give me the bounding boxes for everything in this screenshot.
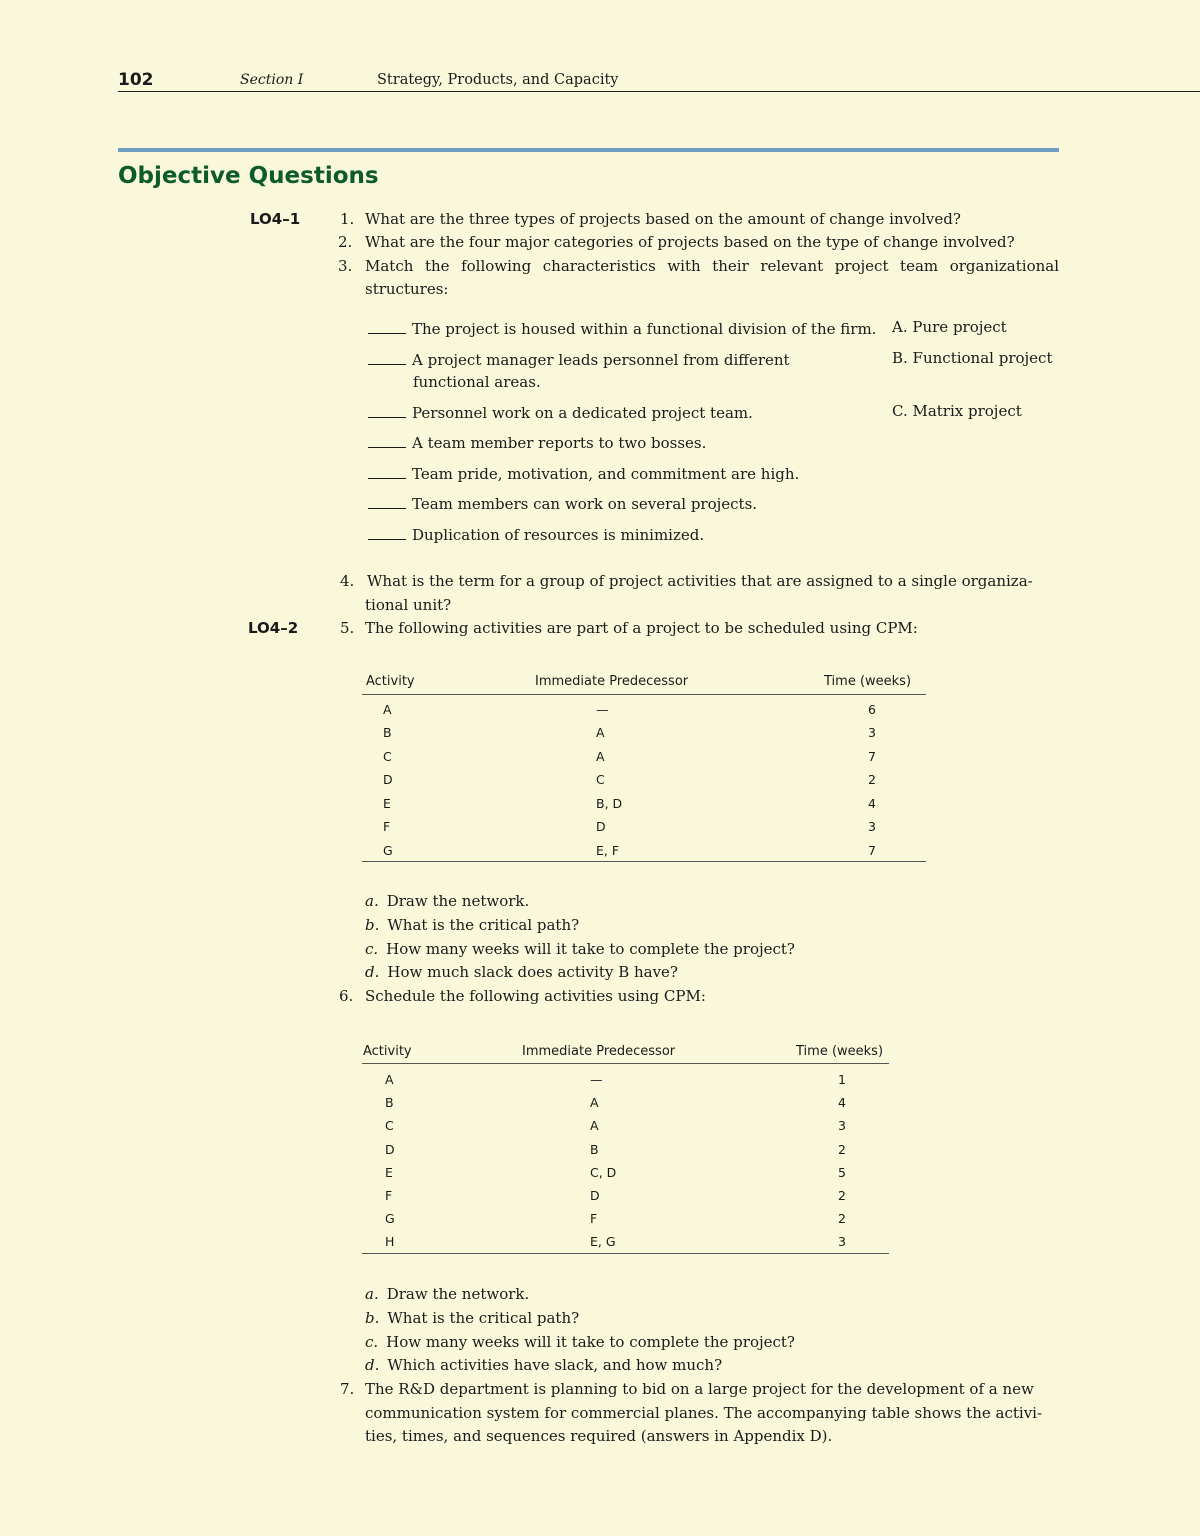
sub-question: b. What is the critical path? [365, 916, 580, 934]
sub-question: d. How much slack does activity B have? [365, 963, 678, 981]
matching-item-continuation: functional areas. [413, 373, 541, 391]
sub-question: c. How many weeks will it take to complete the project? [365, 1333, 795, 1351]
table-row: E C, D 5 [385, 1165, 846, 1180]
section-label: Section I [240, 72, 304, 88]
table-row: H E, G 3 [385, 1234, 846, 1249]
table-row: F D 2 [385, 1188, 846, 1203]
sub-question: d. Which activities have slack, and how much? [365, 1356, 723, 1374]
activity-table [362, 1042, 892, 1258]
column-header: Activity [366, 674, 415, 689]
answer-blank[interactable] [368, 447, 406, 448]
table-row: G E, F 7 [383, 843, 876, 858]
question-text-line: The R&D department is planning to bid on a large project for the development of a new [365, 1380, 1034, 1398]
matching-item: Duplication of resources is minimized. [368, 524, 704, 546]
sub-question: c. How many weeks will it take to complete the project? [365, 940, 795, 958]
answer-blank[interactable] [368, 333, 406, 334]
matching-option: C. Matrix project [892, 402, 1022, 420]
column-header: Activity [363, 1044, 412, 1059]
question-text: What are the three types of projects based on the amount of change involved? [365, 210, 961, 228]
activity-table [362, 672, 928, 864]
column-header: Immediate Predecessor [535, 674, 689, 689]
question-number: 4. [340, 572, 355, 590]
matching-option: B. Functional project [892, 349, 1053, 367]
matching-item: A project manager leads personnel from different [368, 349, 790, 371]
question-number: 3. [338, 257, 353, 275]
matching-item: Team pride, motivation, and commitment are high. [368, 463, 799, 485]
section-heading: Objective Questions [118, 163, 379, 189]
sub-question: a. Draw the network. [365, 892, 530, 910]
header-rule [362, 694, 926, 695]
sub-question: b. What is the critical path? [365, 1309, 580, 1327]
table-row: C A 3 [385, 1118, 846, 1133]
question-text: The following activities are part of a project to be scheduled using CPM: [365, 619, 918, 637]
table-row: A — 6 [383, 702, 876, 717]
table-row: D C 2 [383, 772, 876, 787]
matching-item: The project is housed within a functional division of the firm. [368, 318, 876, 340]
column-header: Time (weeks) [824, 674, 912, 689]
header-rule [118, 91, 1200, 92]
answer-blank[interactable] [368, 364, 406, 365]
table-row: E B, D 4 [383, 796, 876, 811]
running-title: Strategy, Products, and Capacity [377, 72, 619, 88]
column-header: Immediate Predecessor [522, 1044, 676, 1059]
page-number: 102 [118, 70, 154, 90]
answer-blank[interactable] [368, 417, 406, 418]
question-text-line: What is the term for a group of project activities that are assigned to a single organiza- [367, 572, 1033, 590]
table-row: C A 7 [383, 749, 876, 764]
sub-question: a. Draw the network. [365, 1285, 530, 1303]
table-row: F D 3 [383, 819, 876, 834]
matching-item: A team member reports to two bosses. [368, 432, 706, 454]
answer-blank[interactable] [368, 478, 406, 479]
question-text: Match the following characteristics with their relevant project team organizational structures: [365, 257, 1059, 298]
table-row: D B 2 [385, 1142, 846, 1157]
question-number: 5. [340, 619, 355, 637]
column-header: Time (weeks) [796, 1044, 884, 1059]
question-text-line: ties, times, and sequences required (answers in Appendix D). [365, 1427, 833, 1445]
question-text-line: communication system for commercial planes. The accompanying table shows the activi- [365, 1404, 1043, 1422]
matching-option: A. Pure project [892, 318, 1007, 336]
question-number: 6. [339, 987, 354, 1005]
question-number: 2. [338, 233, 353, 251]
table-row: B A 4 [385, 1095, 846, 1110]
answer-blank[interactable] [368, 508, 406, 509]
heading-rule [118, 148, 1059, 152]
question-text: What are the four major categories of projects based on the type of change involved? [365, 233, 1015, 251]
table-bottom-rule [362, 861, 926, 862]
question-text: Schedule the following activities using CPM: [365, 987, 706, 1005]
question-number: 7. [340, 1380, 355, 1398]
question-text-line: tional unit? [365, 596, 452, 614]
answer-blank[interactable] [368, 539, 406, 540]
table-row: G F 2 [385, 1211, 846, 1226]
learning-objective-label: LO4–1 [250, 210, 301, 228]
table-bottom-rule [362, 1253, 889, 1254]
running-head [0, 0, 1200, 100]
table-row: A — 1 [385, 1072, 846, 1087]
header-rule [362, 1063, 889, 1064]
table-row: B A 3 [383, 725, 876, 740]
matching-item: Personnel work on a dedicated project team. [368, 402, 753, 424]
question-number: 1. [340, 210, 355, 228]
matching-item: Team members can work on several projects. [368, 493, 757, 515]
learning-objective-label: LO4–2 [248, 619, 299, 637]
